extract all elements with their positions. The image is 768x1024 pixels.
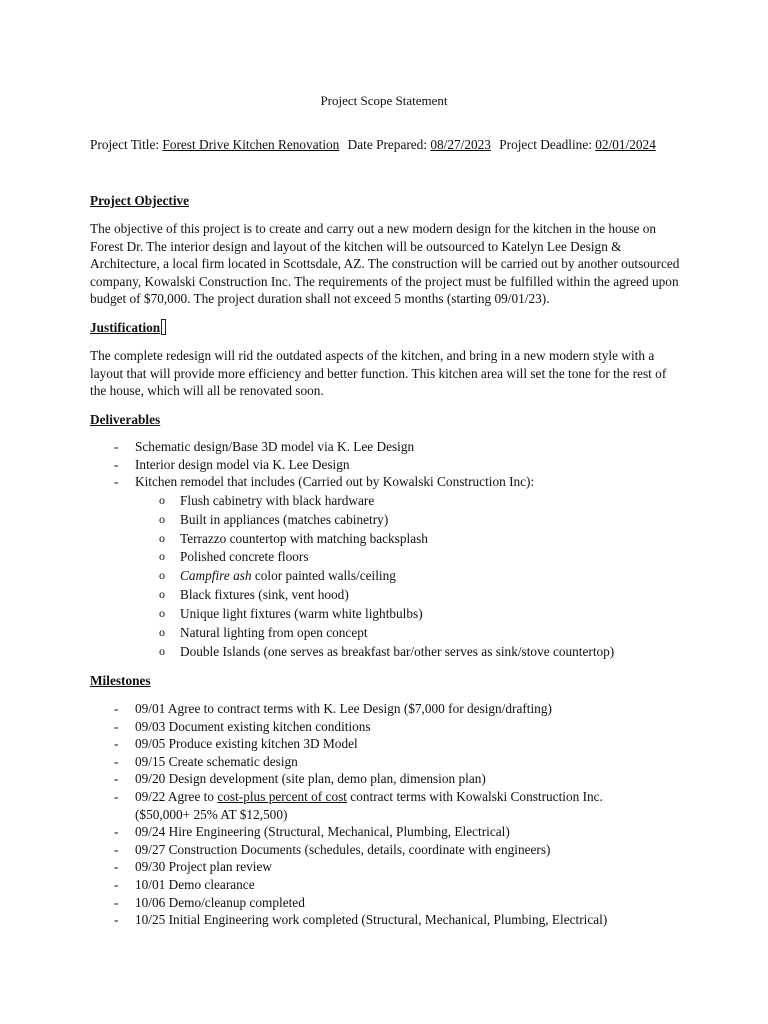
list-item: - 10/06 Demo/cleanup completed — [90, 894, 690, 912]
sub-list-item: o Double Islands (one serves as breakfast bar/other serves as sink/stove countertop) — [135, 643, 690, 661]
list-item: - 09/30 Project plan review — [90, 858, 690, 876]
project-header-line — [90, 136, 656, 154]
list-item — [90, 473, 690, 660]
list-item: - 09/15 Create schematic design — [90, 753, 690, 771]
document-title: Project Scope Statement — [320, 93, 448, 108]
justification-paragraph: The complete redesign will rid the outdated aspects of the kitchen, and bring in a new modern style with a layout that will provide more efficiency and better function. This kitchen area will set the tone for the rest of the house, which will all be renovated soon. — [90, 348, 667, 399]
deadline-value: 02/01/2024 — [595, 137, 656, 152]
list-item — [90, 788, 690, 823]
deliverables-list — [90, 438, 690, 662]
sub-list-item-text: color painted walls/ceiling — [254, 568, 396, 584]
list-item: - 10/01 Demo clearance — [90, 876, 690, 894]
list-item: - 09/05 Produce existing kitchen 3D Model — [90, 735, 690, 753]
sub-list-item: o Black fixtures (sink, vent hood) — [135, 586, 690, 604]
sub-list-item — [135, 567, 690, 585]
list-item: - 09/24 Hire Engineering (Structural, Mechanical, Plumbing, Electrical) — [90, 823, 690, 841]
list-item: - Interior design model via K. Lee Design — [90, 456, 690, 474]
remodel-sublist — [135, 492, 690, 661]
justification-heading-wrap — [90, 319, 166, 337]
paint-color-name: Campfire ash — [180, 568, 252, 584]
objective-paragraph: The objective of this project is to create and carry out a new modern design for the kitchen in the house on Forest Dr. The interior design and layout of the kitchen will be outsourced to Katelyn Lee Design & Architecture, a local firm located in Scottsdale, AZ. The construction will be carried out by another outsourced company, Kowalski Construction Inc. The requirements of the project must be fulfilled within the agreed upon budget of $70,000. The project duration shall not exceed 5 months (starting 09/01/23). — [90, 221, 680, 307]
list-item: - 09/01 Agree to contract terms with K. Lee Design ($7,000 for design/drafting) — [90, 700, 690, 718]
deliverables-heading: Deliverables — [90, 412, 161, 427]
list-item-text: Kitchen remodel that includes (Carried out by Kowalski Construction Inc): — [135, 474, 535, 490]
deadline-label: Project Deadline: — [499, 137, 592, 152]
sub-list-item: o Polished concrete floors — [135, 548, 690, 566]
sub-list-item: o Terrazzo countertop with matching backsplash — [135, 530, 690, 548]
text-cursor-icon — [161, 319, 166, 335]
list-item: - 10/25 Initial Engineering work completed (Structural, Mechanical, Plumbing, Electrical) — [90, 911, 690, 929]
project-title-value: Forest Drive Kitchen Renovation — [162, 137, 340, 152]
objective-heading: Project Objective — [90, 193, 190, 208]
sub-list-item: o Built in appliances (matches cabinetry) — [135, 511, 690, 529]
milestone-0922-suffix: contract terms with Kowalski Construction Inc. — [350, 788, 603, 804]
list-item: - 09/27 Construction Documents (schedules, details, coordinate with engineers) — [90, 841, 690, 859]
milestone-0922-line2: ($50,000+ 25% AT $12,500) — [135, 806, 288, 822]
milestone-0922-prefix: 09/22 Agree to — [135, 788, 215, 804]
date-prepared-value: 08/27/2023 — [430, 137, 491, 152]
justification-heading: Justification — [90, 320, 161, 335]
sub-list-item: o Flush cabinetry with black hardware — [135, 492, 690, 510]
list-item: - 09/03 Document existing kitchen conditions — [90, 718, 690, 736]
sub-list-item: o Unique light fixtures (warm white lightbulbs) — [135, 605, 690, 623]
contract-type-link: cost-plus percent of cost — [217, 788, 347, 804]
milestones-list — [90, 700, 690, 929]
project-title-label: Project Title: — [90, 137, 160, 152]
date-prepared-label: Date Prepared: — [347, 137, 428, 152]
sub-list-item: o Natural lighting from open concept — [135, 624, 690, 642]
list-item: - 09/20 Design development (site plan, demo plan, dimension plan) — [90, 770, 690, 788]
list-item: - Schematic design/Base 3D model via K. Lee Design — [90, 438, 690, 456]
milestones-heading: Milestones — [90, 673, 151, 688]
